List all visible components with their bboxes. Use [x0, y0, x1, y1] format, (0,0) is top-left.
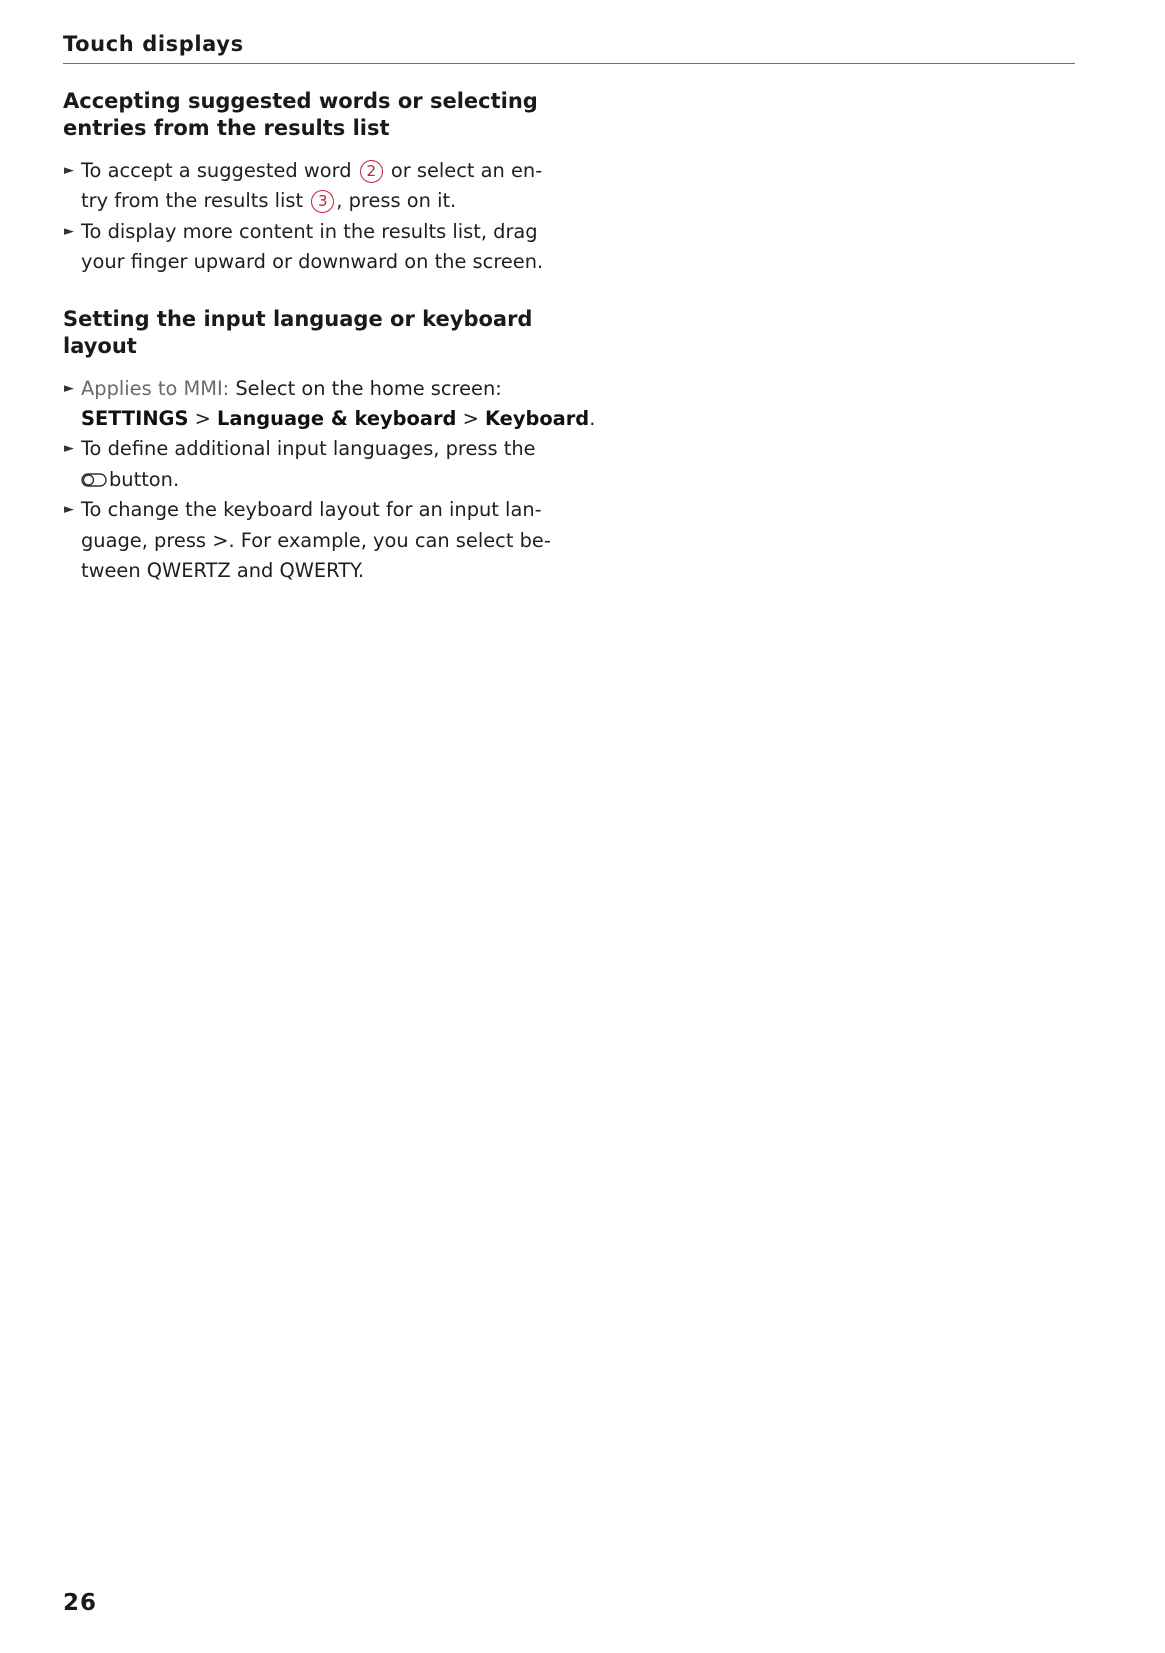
step-list: [63, 374, 596, 587]
step-item: ► To display more content in the results list, drag your finger upward or downward on the screen.: [63, 217, 568, 278]
applies-to-label: Applies to MMI:: [81, 376, 230, 400]
callout-number: 3: [311, 190, 334, 213]
step-arrow-icon: ►: [64, 441, 74, 457]
page-number: 26: [63, 1590, 98, 1616]
step-list: [63, 156, 568, 278]
menu-path: SETTINGS > Language & keyboard > Keyboard.: [81, 407, 596, 431]
content-column: [63, 88, 596, 586]
section-heading: Accepting suggested words or selecting entries from the results list: [63, 89, 538, 140]
section-heading: Setting the input language or keyboard layout: [63, 306, 533, 358]
step-item: ► To change the keyboard layout for an input lan- guage, press >. For example, you can select be- tween QWERTZ and QWERTY.: [63, 495, 568, 586]
step-arrow-icon: ►: [64, 380, 74, 396]
callout-number: 2: [360, 160, 383, 183]
step-item: ► To accept a suggested word 2 or select an en- try from the results list 3 , press on it.: [63, 156, 568, 217]
step-arrow-icon: ►: [64, 223, 74, 239]
section-suggested-words: [63, 88, 568, 278]
step-arrow-icon: ►: [64, 502, 74, 518]
running-header: [63, 28, 1075, 64]
step-item: ► Applies to MMI: Select on the home screen: SETTINGS > Language & keyboard > Keyboard.: [63, 374, 568, 435]
chapter-title: Touch displays: [63, 32, 244, 56]
step-arrow-icon: ►: [64, 163, 74, 178]
toggle-switch-icon: [81, 473, 107, 487]
section-input-language: [63, 306, 596, 587]
step-item: ► To define additional input languages, press the button.: [63, 434, 568, 495]
